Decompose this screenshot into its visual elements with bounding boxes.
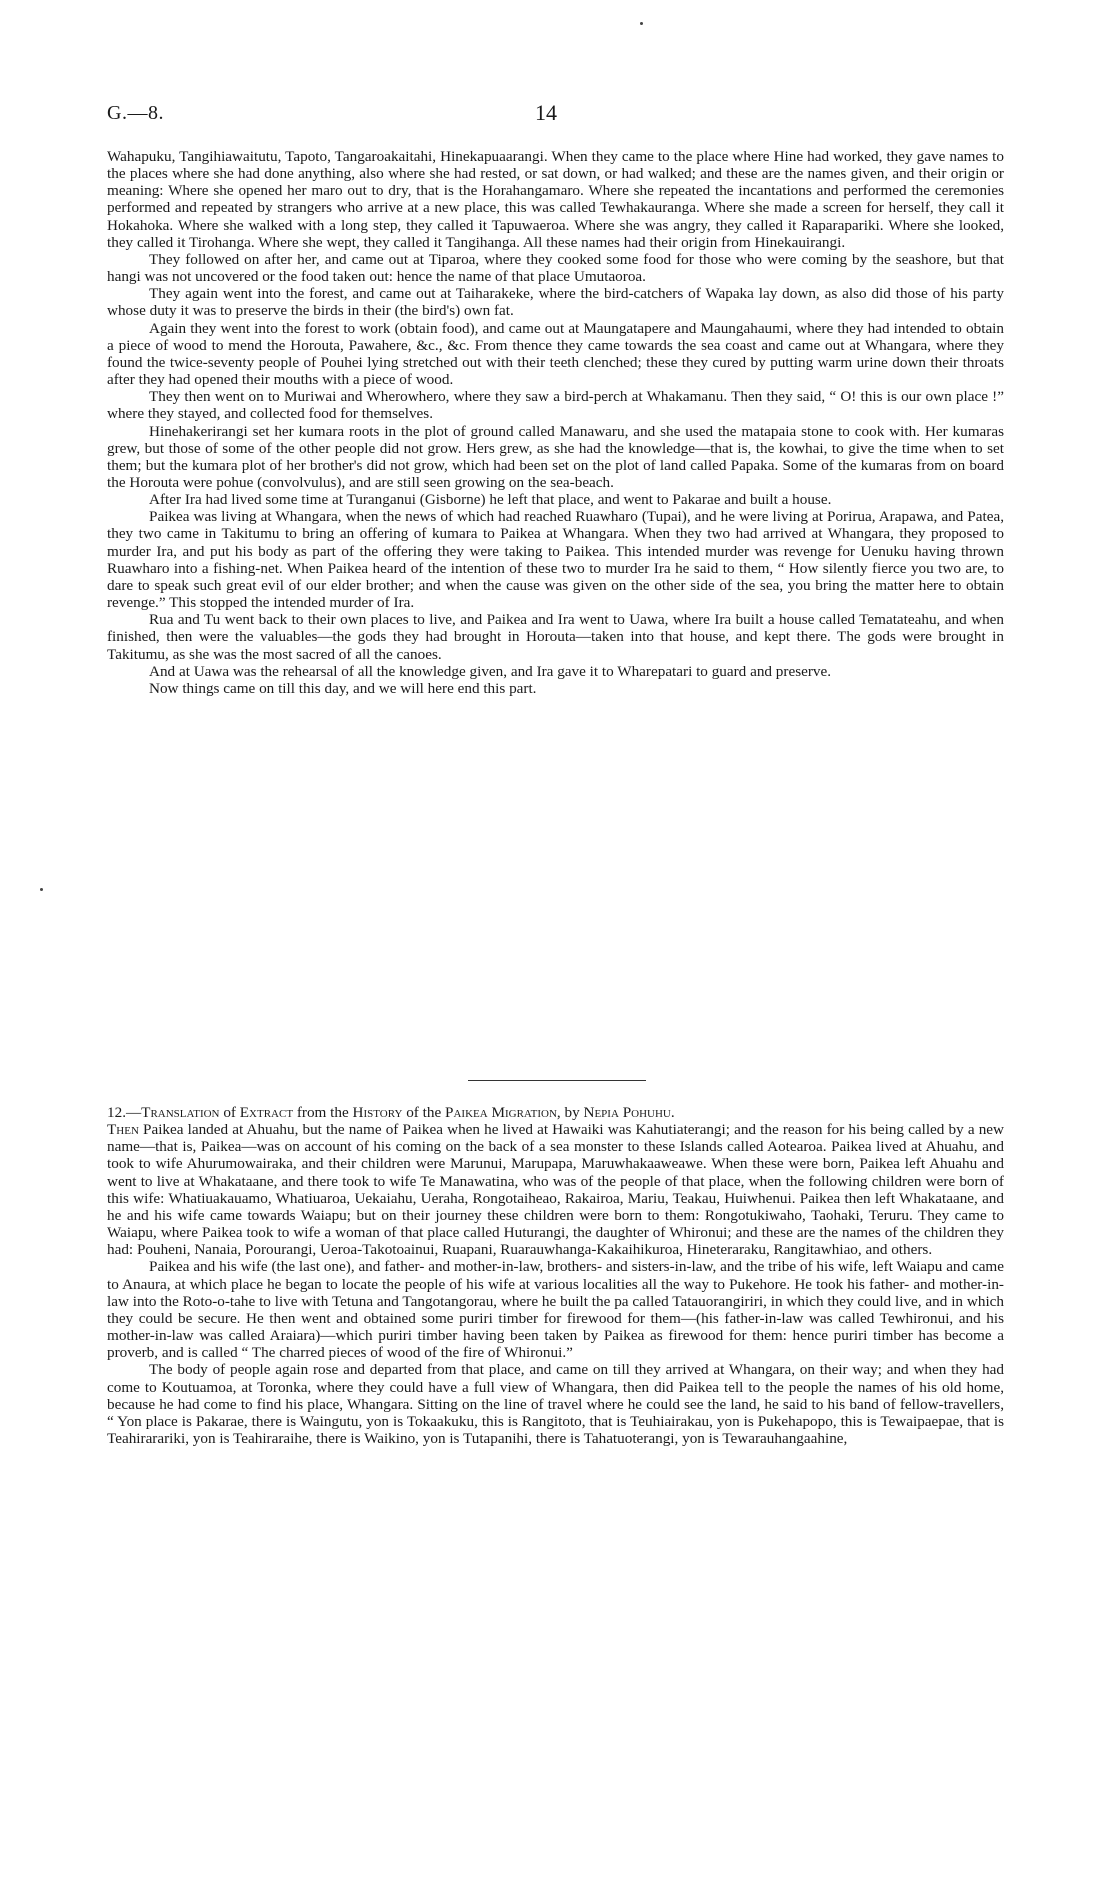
section-divider [468,1080,646,1081]
document-reference: G.—8. [107,102,164,124]
print-speck [640,22,643,25]
paragraph: Again they went into the forest to work (obtain food), and came out at Maungatapere and Maungahaumi, where they had intended to obtain a piece of wood to mend the Horouta, Pawahere, &c., &c. From thence they came towards the sea coast and came out at Whangara, where they found the twice-seventy people of Pouhei lying stretched out with their teeth clenched; these they cured by putting warm urine down their throats after they had opened their mouths with a piece of wood. [107,319,1004,389]
page-number: 14 [535,100,557,125]
title-part: , by [556,1104,584,1121]
paragraph: Rua and Tu went back to their own places to live, and Paikea and Ira went to Uawa, where Ira built a house called Tematateahu, and when finished, then were the valuables—the gods they had brought in Horouta—taken into that house, and kept there. The gods were brought in Takitumu, as she was the most sacred of all the canoes. [107,611,1004,663]
paragraph: They followed on after her, and came out at Tiparoa, where they cooked some food for those who were coming by the seashore, but that hangi was not uncovered or the food taken out: hence the name of that place Umutaoroa. [107,250,1004,286]
paragraph [107,1258,1004,1361]
paragraph: Now things came on till this day, and we will here end this part. [149,679,537,697]
section-number: 12.— [107,1104,142,1121]
title-part: from the [293,1104,353,1121]
section-12 [107,1104,1004,1447]
title-part: History [352,1104,403,1121]
paragraph: Paikea was living at Whangara, when the news of which had reached Ruawharo (Tupai), and he were living at Porirua, Arapawa, and Patea, they two came in Takitumu to bring an offering of kumara to Paikea at Whangara. When they two had arrived at Whangara, they proposed to murder Ira, and put his body as part of the offering they were taking to Paikea. This intended murder was revenge for Uenuku having thrown Ruawharo into a fishing-net. When Paikea heard of the intention of these two to murder Ira he said to them, “ How silently fierce you two are, to dare to speak such great evil of our elder brother; and when the cause was given on the other side of the sea, you bring the matter here to obtain revenge.” This stopped the intended murder of Ira. [107,508,1004,612]
paragraph: They then went on to Muriwai and Wherowhero, where they saw a bird-perch at Whakamanu. Then they said, “ O! this is our own place !” where they stayed, and collected food for themselves. [107,388,1004,423]
section-12-body [107,1121,1004,1447]
paragraph: Hinehakerirangi set her kumara roots in the plot of ground called Manawaru, and she used the matapaia stone to cook with. Her kumaras grew, but those of some of the other people did not grow. Hers grew, as she had the knowledge—that is, the kowhai, to give the time when to set them; but the kumara plot of her brother's did not grow, which had been set on the plot of land called Papaka. Some of the kumaras from on board the Horouta were pohue (convolvulus), and are still seen growing on the sea-beach. [107,422,1004,491]
paragraph: They again went into the forest, and came out at Taiharakeke, where the bird-catchers of Wapaka lay down, as also did those of his party whose duty it was to preserve the birds in their (the bird's) own fat. [107,285,1004,320]
paragraph-text: The body of people again rose and departed from that place, and came on till they arrived at Whangara, on their way; and when they had come to Koutuamoa, at Toronka, where they could have a full view of Whangara, then did Paikea tell to the people the names of his old home, because he had come to find his place, Whangara. Sitting on the line of travel where he could see the land, he said to his band of fellow-travellers, “ Yon place is Pakarae, there is Waingutu, yon is Tokaakuku, this is Rangitoto, that is Teuhiairakau, yon is Pukehapopo, this is Tewaipaepae, that is Teahirarariki, yon is Teahiraraihe, there is Waikino, yon is Tutapanihi, there is Tahatuoterangi, yon is Tewarauhangaahine, [107,1361,1004,1447]
title-part: Translation [141,1104,220,1121]
paragraph-lead-word: Then [107,1121,139,1139]
title-part: Nepia Pohuhu [583,1104,671,1121]
part-one-text [107,148,1004,697]
title-part: of the [402,1104,446,1121]
section-title [107,1104,1004,1121]
print-speck [40,888,43,891]
paragraph-text: Paikea and his wife (the last one), and father- and mother-in-law, brothers- and sisters-in-law, and the tribe of his wife, left Waiapu and came to Anaura, at which place he began to locate the people of his wife at various localities all the way to Pukehore. He took his father- and mother-in-law into the Roto-o-tahe to live with Tetuna and Tangotangorau, where he built the pa called Tatauorangiriri, in which they could live, and in which they could be secure. He then went and obtained some puriri timber for firewood for them—(his father-in-law was called Tewhironui, and his mother-in-law was called Araiara)—which puriri timber having been taken by Paikea as firewood for them: hence puriri timber has become a proverb, and is called “ The charred pieces of wood of the fire of Whironui.” [107,1258,1004,1362]
paragraph-text: Paikea landed at Ahuahu, but the name of Paikea when he lived at Hawaiki was Kahutiaterangi; and the reason for his being called by a new name—that is, Paikea—was on account of his coming on the back of a sea monster to these Islands called Aotearoa. Paikea lived at Ahuahu, and took to wife Ahurumowairaka, and their children were Marunui, Marupapa, Maruwhakaaweawe. When these were born, Paikea left Ahuahu and went to live at Whakataane, and there took to wife Te Manawatina, who was of the people of that place, when the following children were born of this wife: Whatiuakauamo, Whatiuaroa, Uekaiahu, Ueraha, Rongotaiheao, Rakairoa, Mariu, Teakau, Huiwhenui. Paikea then left Whakataane, and he and his wife came towards Waiapu; but on their journey these children were born to them: Rongotukiwaho, Taohaki, Teruru. They came to Waiapu, where Paikea took to wife a woman of that place called Huturangi, the daughter of Whironui; and these are the names of the children they had: Pouheni, Nanaia, Porourangi, Ueroa-Takotoainui, Ruapani, Ruarauwhanga-Kakaihikuroa, Hineteraraku, Rangitawhiao, and others. [107,1121,1004,1259]
paragraph: After Ira had lived some time at Turanganui (Gisborne) he left that place, and went to Pakarae and built a house. [149,491,832,509]
title-part: Paikea Migration [445,1104,557,1121]
title-part: Extract [239,1104,294,1121]
paragraph: Wahapuku, Tangihiawaitutu, Tapoto, Tangaroakaitahi, Hinekapuaarangi. When they came to the place where Hine had worked, they gave names to the places where she had done anything, also where she had rested, or sat down, or had walked; and these are the names given, and their origin or meaning: Where she opened her maro out to dry, that is the Horahangamaro. Where she repeated the incantations and performed the ceremonies performed and repeated by strangers who arrive at a new place, this was called Tewhakauranga. Where she made a screen for herself, they call it Hokahoka. Where she walked with a long step, they called it Tapuwaeroa. Where she was angry, they called it Raparapariki. Where she looked, they called it Tirohanga. Where she wept, they called it Tangihanga. All these names had their origin from Hinekauirangi. [107,148,1004,251]
paragraph [107,1361,1004,1447]
title-part: of [219,1104,240,1121]
paragraph [107,1121,1004,1258]
paragraph: And at Uawa was the rehearsal of all the knowledge given, and Ira gave it to Wharepatari to guard and preserve. [149,662,832,680]
title-part: . [670,1104,675,1121]
